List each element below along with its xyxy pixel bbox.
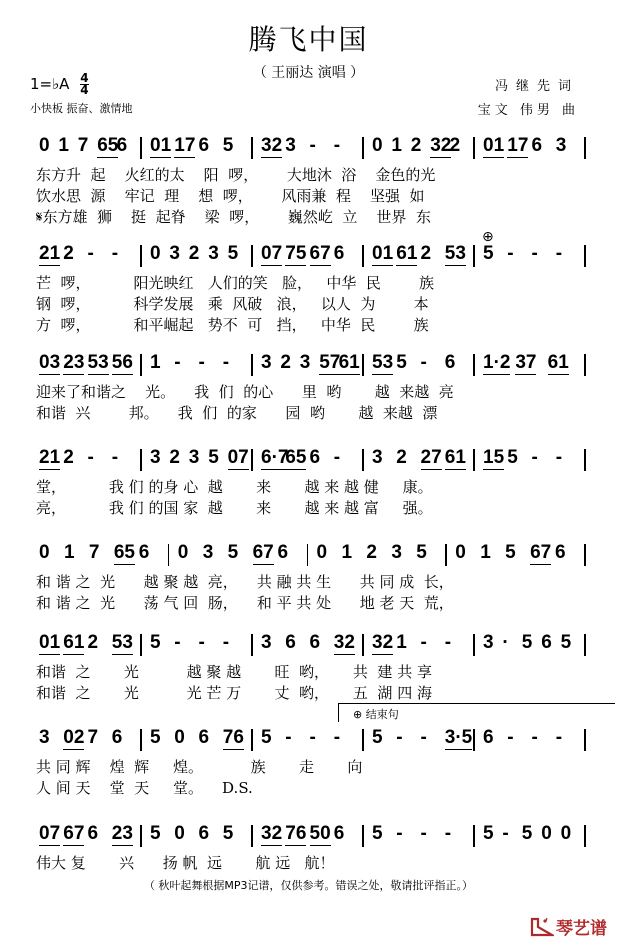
note: 2 — [366, 542, 377, 563]
note: 0 — [150, 243, 161, 264]
note: 67 — [530, 542, 552, 563]
barline — [251, 634, 253, 656]
barline — [473, 634, 475, 656]
note: 0 — [39, 542, 50, 563]
note: - — [420, 823, 427, 844]
lyric-line: 东方升 起 火红的太 阳 啰， 大地沐 浴 金色的光 — [36, 166, 436, 184]
score-system — [0, 542, 617, 642]
note: - — [531, 447, 538, 468]
note: 5 — [507, 447, 518, 468]
note: 6 — [333, 823, 345, 844]
note: 3 — [261, 352, 272, 373]
note: 65 — [113, 542, 135, 563]
note: 0 — [455, 542, 466, 563]
note: 76 — [222, 727, 244, 748]
note: - — [222, 632, 230, 653]
note: 15 — [483, 447, 505, 468]
note: 0 — [39, 135, 50, 156]
note: 5 — [483, 243, 494, 264]
barline — [140, 825, 142, 847]
note: - — [396, 823, 403, 844]
lyric-line: 和谐 之 光 光 芒 万 丈 哟， 五 湖 四 海 — [36, 684, 432, 702]
time-signature: $\frac{4}{4}$ — [80, 71, 89, 97]
note: 0 — [560, 823, 572, 844]
note: 2 — [87, 632, 99, 653]
note: 32 — [261, 135, 283, 156]
note: 3 — [391, 542, 402, 563]
barline — [140, 137, 142, 159]
barline — [473, 137, 475, 159]
note: 17 — [507, 135, 529, 156]
note: 6 — [483, 727, 494, 748]
note: 6 — [138, 542, 150, 563]
note: 57 — [319, 352, 341, 373]
note: 3 — [202, 542, 214, 563]
note: 6 — [541, 632, 552, 653]
lyric-line: 堂， 我 们 的身 心 越 来 越 来 越 健 康。 — [36, 478, 433, 496]
barline — [584, 137, 586, 159]
note: 3·5 — [444, 727, 473, 748]
note: 23 — [111, 823, 133, 844]
note: 5 — [227, 243, 239, 264]
note: 07 — [261, 243, 283, 264]
note: 0 — [541, 823, 552, 844]
note: 7 — [87, 727, 99, 748]
note: 32 — [372, 632, 394, 653]
note: 2 — [449, 135, 461, 156]
note: 3 — [285, 135, 296, 156]
note: - — [531, 243, 538, 264]
note: 07 — [39, 823, 61, 844]
composer-credit: 宝文 伟男 曲 — [477, 103, 579, 118]
note: - — [111, 447, 119, 468]
note: 2 — [63, 447, 74, 468]
tempo-mark: 小快板 振奋、激情地 — [30, 102, 133, 115]
barline — [584, 634, 586, 656]
note: 1 — [58, 135, 69, 156]
note: 32 — [333, 632, 355, 653]
note: 53 — [87, 352, 109, 373]
note: - — [507, 727, 514, 748]
note: 5 — [396, 352, 407, 373]
note: - — [555, 243, 563, 264]
notes-row — [0, 243, 617, 269]
note: 5 — [150, 823, 161, 844]
notes-row — [0, 135, 617, 161]
footer-note: （ 秋叶起舞根据MP3记谱，仅供参考。错误之处，敬请批评指正。） — [143, 879, 474, 892]
barline — [362, 449, 364, 471]
note: 3 — [188, 447, 200, 468]
note: 32 — [430, 135, 452, 156]
lyric-line: 和谐 之 光 越 聚 越 旺 哟， 共 建 共 享 — [36, 663, 432, 681]
note: 1 — [150, 352, 161, 373]
note: 02 — [63, 727, 85, 748]
lyric-line: 和 谐 之 光 荡 气 回 肠， 和 平 共 处 地 老 天 荒， — [36, 594, 454, 612]
note: 6 — [198, 135, 210, 156]
score-system — [0, 135, 617, 235]
note: - — [174, 352, 181, 373]
barline — [362, 354, 364, 376]
note: 3 — [372, 447, 383, 468]
barline — [473, 825, 475, 847]
score-system — [0, 352, 617, 452]
note: - — [333, 135, 341, 156]
lyric-line: 𝄋东方雄 狮 挺 起脊 梁 啰， 巍然屹 立 世界 东 — [36, 208, 431, 226]
barline — [584, 544, 586, 566]
note: 6 — [333, 243, 345, 264]
note: 1 — [480, 542, 491, 563]
barline — [251, 354, 253, 376]
note: 5 — [372, 823, 383, 844]
note: 65 — [285, 447, 307, 468]
note: 1 — [391, 135, 402, 156]
barline — [307, 544, 309, 566]
watermark-text: 琴艺谱 — [556, 919, 607, 939]
barline — [584, 825, 586, 847]
note: 76 — [285, 823, 307, 844]
note: - — [309, 727, 316, 748]
note: 6 — [285, 632, 296, 653]
note: 6 — [309, 632, 321, 653]
note: 5 — [222, 823, 234, 844]
note: - — [174, 632, 181, 653]
notes-row — [0, 632, 617, 658]
note: - — [222, 352, 230, 373]
note: 3 — [299, 352, 311, 373]
note: - — [420, 632, 427, 653]
note: - — [333, 447, 341, 468]
song-title: 腾飞中国 — [248, 23, 369, 56]
barline — [251, 825, 253, 847]
note: 37 — [515, 352, 537, 373]
note: 27 — [420, 447, 442, 468]
note: 5 — [505, 542, 516, 563]
note: 5 — [521, 632, 533, 653]
note: 53 — [444, 243, 466, 264]
note: - — [309, 135, 316, 156]
note: 21 — [39, 243, 61, 264]
note: 32 — [261, 823, 283, 844]
note: 5 — [483, 823, 494, 844]
note: 2 — [188, 243, 200, 264]
barline — [362, 634, 364, 656]
lyric-line: 人 间 天 堂 天 堂。 D.S. — [36, 779, 253, 797]
note: 1 — [63, 542, 75, 563]
note: 23 — [63, 352, 85, 373]
note: 0 — [177, 542, 189, 563]
note: 0 — [174, 727, 185, 748]
note: 1 — [341, 542, 353, 563]
barline — [362, 825, 364, 847]
note: 65 — [97, 135, 119, 156]
note: - — [285, 727, 292, 748]
barline — [251, 137, 253, 159]
lyric-line: 共 同 辉 煌 辉 煌。 族 走 向 — [36, 758, 363, 776]
score-system — [0, 447, 617, 547]
lyric-line: 钢 啰， 科学发展 乘 风破 浪， 以人 为 本 — [36, 295, 429, 313]
note: - — [555, 447, 563, 468]
note: 3 — [208, 243, 219, 264]
barline — [168, 544, 170, 566]
note: - — [420, 352, 427, 373]
barline — [251, 245, 253, 267]
note: 01 — [483, 135, 505, 156]
score-system — [0, 229, 617, 343]
note: 2 — [410, 135, 422, 156]
note: 6 — [309, 447, 321, 468]
note: 67 — [63, 823, 85, 844]
note: 6 — [198, 727, 210, 748]
note: 5 — [372, 727, 383, 748]
score-system — [0, 708, 617, 827]
barline — [584, 245, 586, 267]
lyric-line: 饮水思 源 牢记 理 想 啰， 风雨兼 程 坚强 如 — [36, 187, 425, 205]
barline — [473, 354, 475, 376]
note: - — [444, 823, 452, 844]
barline — [362, 137, 364, 159]
note: 53 — [111, 632, 133, 653]
barline — [584, 729, 586, 751]
note: 5 — [208, 447, 219, 468]
barline — [445, 544, 447, 566]
note: 5 — [150, 727, 161, 748]
note: - — [444, 632, 452, 653]
note: 6 — [277, 542, 289, 563]
barline — [362, 245, 364, 267]
lyric-line: 伟大 复 兴 扬 帆 远 航 远 航！ — [36, 854, 335, 872]
note: - — [420, 727, 427, 748]
barline — [140, 245, 142, 267]
note: 53 — [372, 352, 394, 373]
note: 0 — [316, 542, 328, 563]
note: - — [531, 727, 538, 748]
watermark-logo — [530, 914, 607, 939]
note: 5 — [560, 632, 572, 653]
note: 50 — [309, 823, 331, 844]
note: - — [555, 727, 563, 748]
note: 5 — [261, 727, 272, 748]
note: · — [502, 632, 509, 653]
note: 61 — [396, 243, 418, 264]
barline — [140, 449, 142, 471]
note: 1 — [396, 632, 407, 653]
note: - — [111, 243, 119, 264]
note: 2 — [63, 243, 74, 264]
score-system — [0, 823, 617, 923]
barline — [140, 729, 142, 751]
note: - — [87, 447, 94, 468]
lyric-line: 和谐 兴 邦。 我 们 的家 园 哟 越 来越 漂 — [36, 404, 438, 422]
note: - — [198, 632, 205, 653]
lyric-line: 和 谐 之 光 越 聚 越 亮， 共 融 共 生 共 同 成 长， — [36, 573, 454, 591]
note: 0 — [174, 823, 185, 844]
note: 75 — [285, 243, 307, 264]
lyric-line: 芒 啰， 阳光映红 人们的笑 脸， 中华 民 族 — [36, 274, 435, 292]
barline — [584, 449, 586, 471]
note: - — [507, 243, 514, 264]
lyric-line: 方 啰， 和平崛起 势不 可 挡， 中华 民 族 — [36, 316, 429, 334]
note: 7 — [77, 135, 89, 156]
key-label: 1=♭A — [30, 75, 70, 93]
ending-bracket: ⊕ 结束句 — [338, 703, 615, 722]
note: 6 — [198, 823, 210, 844]
notes-row — [0, 447, 617, 473]
note: 3 — [39, 727, 50, 748]
coda-icon: ⊕ — [482, 229, 494, 245]
barline — [362, 729, 364, 751]
note: 61 — [338, 352, 360, 373]
notes-row — [0, 727, 617, 753]
note: 7 — [88, 542, 100, 563]
note: - — [87, 243, 94, 264]
note: 21 — [39, 447, 61, 468]
note: 61 — [63, 632, 85, 653]
barline — [473, 729, 475, 751]
note: 2 — [420, 243, 432, 264]
barline — [251, 729, 253, 751]
note: - — [502, 823, 509, 844]
note: 6·7 — [261, 447, 289, 468]
note: 01 — [150, 135, 172, 156]
barline — [473, 449, 475, 471]
piano-logo-icon — [530, 917, 554, 937]
note: 3 — [483, 632, 494, 653]
note: 5 — [222, 135, 234, 156]
performer: （ 王丽达 演唱 ） — [252, 65, 365, 81]
note: 3 — [150, 447, 161, 468]
note: - — [198, 352, 205, 373]
barline — [140, 354, 142, 376]
note: 2 — [280, 352, 291, 373]
note: 01 — [39, 632, 61, 653]
note: 61 — [444, 447, 466, 468]
note: 61 — [547, 352, 569, 373]
note: 5 — [227, 542, 239, 563]
note: 6 — [111, 727, 123, 748]
note: - — [333, 727, 341, 748]
note: 5 — [416, 542, 427, 563]
note: 6 — [531, 135, 543, 156]
barline — [473, 245, 475, 267]
note: 56 — [111, 352, 133, 373]
note: 6 — [116, 135, 128, 156]
note: 3 — [555, 135, 567, 156]
note: 2 — [396, 447, 407, 468]
barline — [584, 354, 586, 376]
note: 5 — [521, 823, 533, 844]
notes-row — [0, 352, 617, 378]
note: 0 — [372, 135, 383, 156]
note: 1·2 — [483, 352, 511, 373]
note: 67 — [252, 542, 274, 563]
note: 3 — [169, 243, 180, 264]
note: 17 — [174, 135, 196, 156]
lyricist-credit: 冯继先词 — [494, 79, 579, 94]
note: 01 — [372, 243, 394, 264]
notes-row — [0, 542, 617, 568]
note: 5 — [150, 632, 161, 653]
note: 3 — [261, 632, 272, 653]
barline — [251, 449, 253, 471]
lyric-line: 迎来了和谐之 光。 我 们 的心 里 哟 越 来越 亮 — [36, 383, 454, 401]
notes-row — [0, 823, 617, 849]
key-signature — [30, 73, 89, 96]
note: 6 — [87, 823, 99, 844]
barline — [140, 634, 142, 656]
note: 6 — [444, 352, 456, 373]
note: 03 — [39, 352, 61, 373]
note: 6 — [555, 542, 566, 563]
note: 07 — [227, 447, 249, 468]
lyric-line: 亮， 我 们 的国 家 越 来 越 来 越 富 强。 — [36, 499, 433, 517]
note: 2 — [169, 447, 180, 468]
note: 67 — [309, 243, 331, 264]
note: - — [396, 727, 403, 748]
